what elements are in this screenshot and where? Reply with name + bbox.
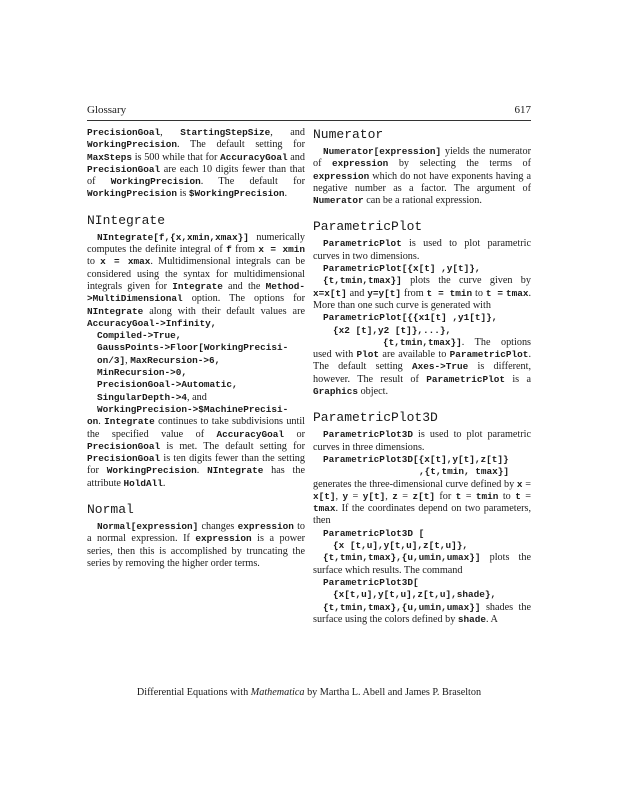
right-column <box>313 127 531 626</box>
page-header <box>87 104 531 118</box>
entry-heading-normal: Normal <box>87 502 134 518</box>
page-number: 617 <box>514 104 531 116</box>
entry-heading-numerator: Numerator <box>313 127 384 142</box>
entry-heading-parametricplot: ParametricPlot <box>313 219 423 235</box>
normal-body: Normal[expression] changes expression to a normal expression. If expression is a power series, then this is accomplished by truncating the series by removing the higher order terms. <box>87 521 306 569</box>
parametricplot-body: ParametricPlot is used to plot parametric curves in two dimensions. ParametricPlot[{x[t] ,y[t]}, {t,tmin,tmax}] plots the curve given by x=x[t] and y=y[t] from t = tmin to t = tmax. More than one such curve is generated with ParametricPlot[{{x1[t] ,y1[t]}, {x2 [t],y2 [t]},...}, {t,tmin,tmax}]. The options used with Plot are available to ParametricPlot. The default setting Axes->True is different, however. The result of ParametricPlot is a Graphics object. <box>313 238 531 398</box>
continued-paragraph: PrecisionGoal, StartingStepSize, and WorkingPrecision. The default setting for MaxSteps is 500 while that for AccuracyGoal and PrecisionGoal are each 10 digits fewer than that of WorkingPrecision. The default for WorkingPrecision is $WorkingPrecision. <box>87 127 305 200</box>
entry-heading-nintegrate: NIntegrate <box>87 212 166 228</box>
page-footer: Differential Equations with Mathematica by Martha L. Abell and James P. Braselton <box>136 687 482 698</box>
numerator-body: Numerator[expression] yields the numerator of expression by selecting the terms of expression which do not have exponents having a negative number as a factor. The argument of Numerator can be a rational expression. <box>313 146 531 207</box>
parametricplot3d-body: ParametricPlot3D is used to plot parametric curves in three dimensions. ParametricPlot3D[{x[t],y[t],z[t]} ,{t,tmin, tmax}] generates the three-dimensional curve defined by x = x[t], y = y[t], z = z[t] for t = tmin to t = tmax. If the coordinates depend on two parameters, then ParametricPlot3D [ {x [t,u],y[t,u],z[t,u]}, {t,tmin,tmax},{u,umin,umax}] plots the surface which results. The command ParametricPlot3D[ {x[t,u],y[t,u],z[t,u],shade}, {t,tmin,tmax},{u,umin,umax}] shades the surface using the colors defined by shade. A <box>313 429 531 625</box>
entry-heading-parametricplot3d: ParametricPlot3D <box>313 410 438 426</box>
nintegrate-body: NIntegrate[f,{x,xmin,xmax}] numerically computes the definite integral of f from x = xmin to x = xmax. Multidimensional integrals can be considered using the syntax for multidimensional integrals given for Integrate and the Method->MultiDimensional option. The options for NIntegrate along with their default values are AccuracyGoal->Infinity, Compiled->True, GaussPoints->Floor[WorkingPrecisi- on/3], MaxRecursion->6, MinRecursion->0, PrecisionGoal->Automatic, SingularDepth->4, and WorkingPrecision->$MachinePrecisi- on. Integrate continues to take subdivisions until the specified value of AccuracyGoal or PrecisionGoal is met. The default setting for PrecisionGoal is ten digits fewer than the setting for WorkingPrecision. NIntegrate has the attribute HoldAll. <box>87 231 306 489</box>
left-column <box>87 127 305 570</box>
header-rule <box>87 120 531 121</box>
running-title: Glossary <box>87 104 127 116</box>
